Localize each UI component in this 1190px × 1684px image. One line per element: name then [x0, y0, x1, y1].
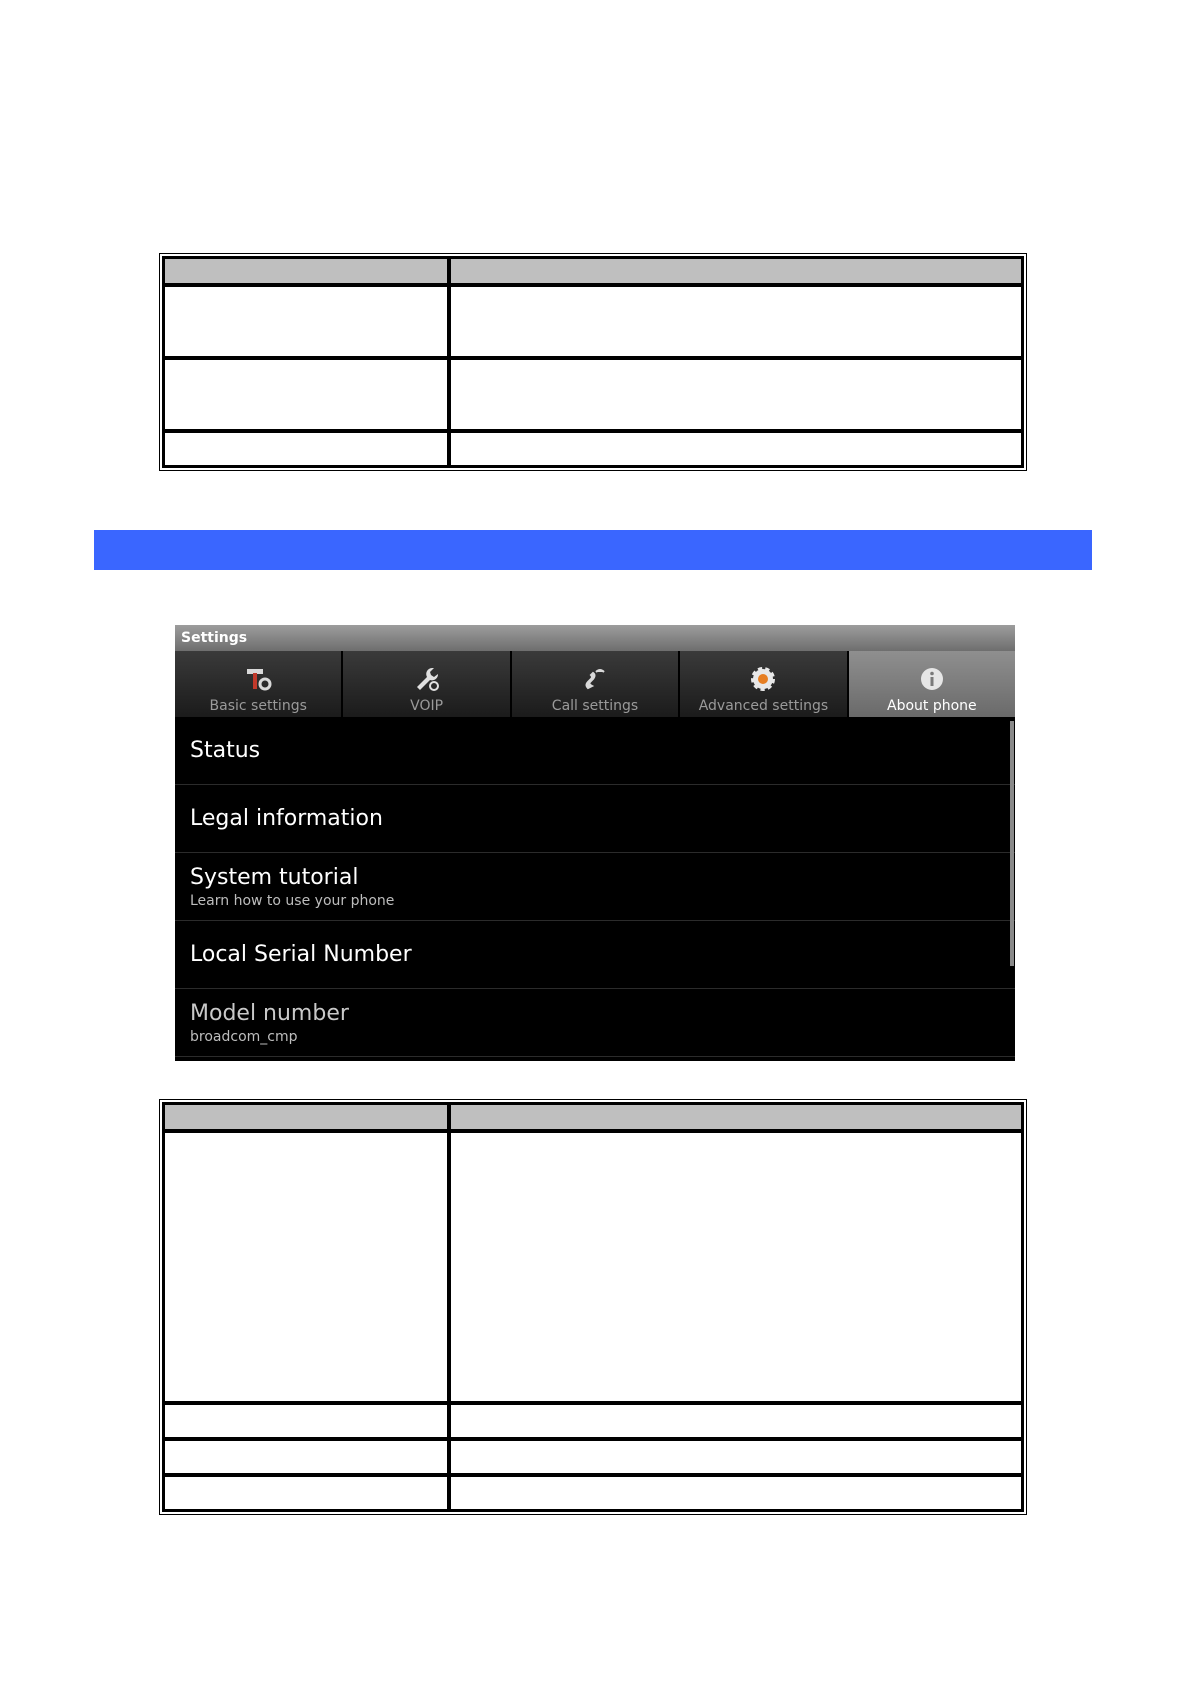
table-cell	[449, 431, 1023, 467]
table-cell	[163, 358, 449, 431]
table-cell	[163, 1475, 449, 1511]
table-cell	[449, 1439, 1023, 1475]
table-header-cell	[449, 257, 1023, 285]
bottom-table	[162, 1102, 1024, 1512]
item-title: System tutorial	[190, 864, 359, 890]
tab-label: Advanced settings	[698, 698, 829, 714]
top-table	[162, 256, 1024, 468]
item-title: Status	[190, 737, 261, 763]
tab-label: Basic settings	[209, 698, 307, 714]
tools-icon	[243, 664, 273, 694]
table-cell	[449, 1475, 1023, 1511]
table-cell	[449, 1403, 1023, 1439]
settings-list	[175, 717, 1015, 1057]
item-subtitle: Learn how to use your phone	[190, 892, 395, 909]
list-item-status[interactable]	[175, 717, 1015, 785]
tab-advanced-settings[interactable]	[680, 651, 846, 717]
list-item-system-tutorial[interactable]	[175, 853, 1015, 921]
item-title: Legal information	[190, 805, 383, 831]
list-item-local-serial-number[interactable]	[175, 921, 1015, 989]
table-cell	[163, 1403, 449, 1439]
tab-label: Call settings	[551, 698, 639, 714]
gear-icon	[748, 664, 778, 694]
list-item-legal-information[interactable]	[175, 785, 1015, 853]
tab-about-phone[interactable]	[849, 651, 1015, 717]
table-cell	[163, 1439, 449, 1475]
tab-label: About phone	[887, 698, 977, 714]
tab-basic-settings[interactable]	[175, 651, 341, 717]
table-cell	[449, 358, 1023, 431]
scrollbar[interactable]	[1010, 721, 1014, 966]
item-title: Model number	[190, 1000, 349, 1026]
table-cell	[449, 285, 1023, 358]
settings-tabs	[175, 651, 1015, 717]
section-heading-bar	[94, 530, 1092, 570]
table-cell	[163, 431, 449, 467]
settings-title: Settings	[175, 625, 1015, 651]
item-subtitle: broadcom_cmp	[190, 1028, 298, 1045]
wrench-icon	[412, 664, 442, 694]
item-title: Local Serial Number	[190, 941, 412, 967]
table-header-cell	[163, 1103, 449, 1131]
table-header-cell	[163, 257, 449, 285]
tab-voip[interactable]	[343, 651, 509, 717]
tab-call-settings[interactable]	[512, 651, 678, 717]
table-cell	[163, 1131, 449, 1403]
phone-handset-icon	[580, 664, 610, 694]
settings-screenshot	[175, 625, 1015, 1061]
table-cell	[449, 1131, 1023, 1403]
table-header-cell	[449, 1103, 1023, 1131]
list-item-model-number	[175, 989, 1015, 1057]
tab-label: VOIP	[410, 698, 444, 714]
info-icon	[917, 664, 947, 694]
table-cell	[163, 285, 449, 358]
